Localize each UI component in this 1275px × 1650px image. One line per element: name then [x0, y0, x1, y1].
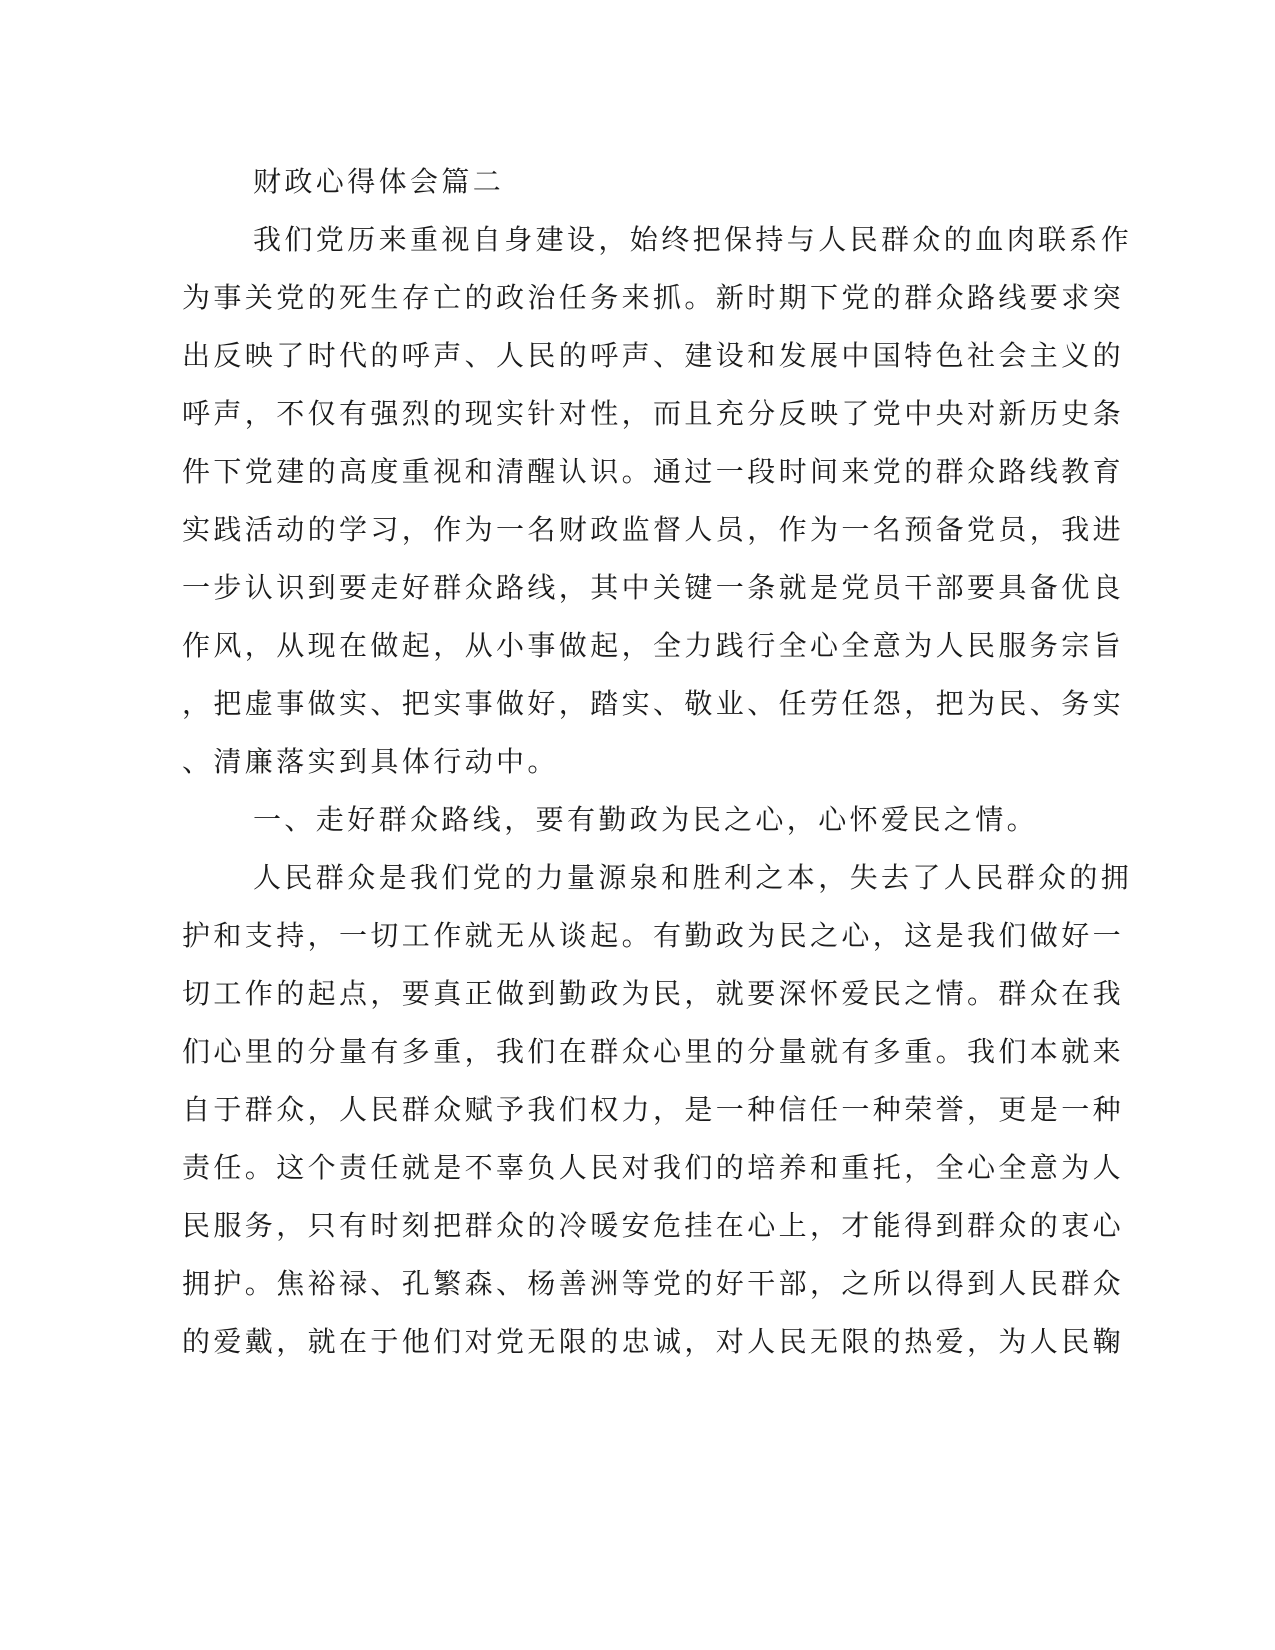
text-line: 切工作的起点，要真正做到勤政为民，就要深怀爱民之情。群众在我	[182, 977, 1125, 1010]
text-line: 实践活动的学习，作为一名财政监督人员，作为一名预备党员，我进	[182, 513, 1125, 546]
text-line: 我们党历来重视自身建设，始终把保持与人民群众的血肉联系作	[253, 223, 1133, 256]
text-line: 、清廉落实到具体行动中。	[182, 745, 559, 778]
text-line: 的爱戴，就在于他们对党无限的忠诚，对人民无限的热爱，为人民鞠	[182, 1325, 1125, 1358]
text-line: 拥护。焦裕禄、孔繁森、杨善洲等党的好干部，之所以得到人民群众	[182, 1267, 1125, 1300]
document-title: 财政心得体会篇二	[253, 165, 505, 198]
text-line: 责任。这个责任就是不辜负人民对我们的培养和重托，全心全意为人	[182, 1151, 1125, 1184]
text-line: 件下党建的高度重视和清醒认识。通过一段时间来党的群众路线教育	[182, 455, 1125, 488]
section-heading: 一、走好群众路线，要有勤政为民之心，心怀爱民之情。	[253, 803, 1039, 836]
text-line: 民服务，只有时刻把群众的冷暖安危挂在心上，才能得到群众的衷心	[182, 1209, 1125, 1242]
text-line: 人民群众是我们党的力量源泉和胜利之本，失去了人民群众的拥	[253, 861, 1133, 894]
text-line: ，把虚事做实、把实事做好，踏实、敬业、任劳任怨，把为民、务实	[182, 687, 1125, 720]
text-line: 为事关党的死生存亡的政治任务来抓。新时期下党的群众路线要求突	[182, 281, 1125, 314]
text-line: 护和支持，一切工作就无从谈起。有勤政为民之心，这是我们做好一	[182, 919, 1125, 952]
text-line: 作风，从现在做起，从小事做起，全力践行全心全意为人民服务宗旨	[182, 629, 1125, 662]
text-line: 自于群众，人民群众赋予我们权力，是一种信任一种荣誉，更是一种	[182, 1093, 1125, 1126]
text-line: 一步认识到要走好群众路线，其中关键一条就是党员干部要具备优良	[182, 571, 1125, 604]
text-line: 呼声，不仅有强烈的现实针对性，而且充分反映了党中央对新历史条	[182, 397, 1125, 430]
text-line: 们心里的分量有多重，我们在群众心里的分量就有多重。我们本就来	[182, 1035, 1125, 1068]
text-line: 出反映了时代的呼声、人民的呼声、建设和发展中国特色社会主义的	[182, 339, 1125, 372]
